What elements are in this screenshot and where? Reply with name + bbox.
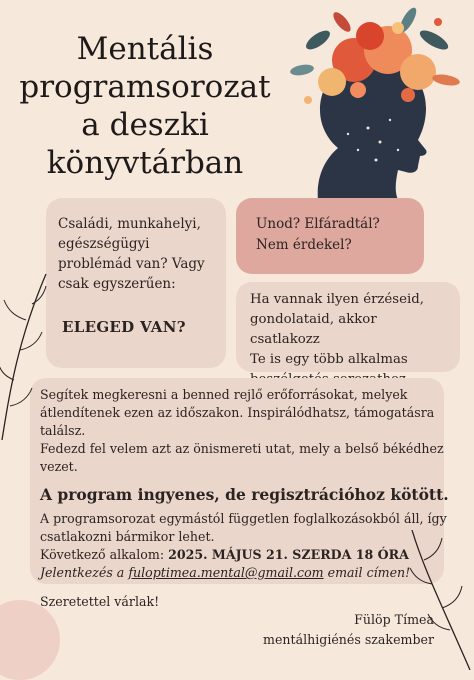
decorative-blob <box>0 600 60 680</box>
email-link[interactable]: fuloptimea.mental@gmail.com <box>128 565 324 580</box>
right-branch-icon <box>404 530 474 670</box>
signature-role: mentálhigiénés szakember <box>263 632 434 647</box>
invitation-box <box>236 282 460 372</box>
free-program-highlight: A program ingyenes, de regisztrációhoz kötött. <box>40 485 449 504</box>
question-line: Családi, munkahelyi, <box>58 216 201 232</box>
description-line: Fedezd fel velem azt az önismereti utat, mely a belső békédhez <box>40 441 444 456</box>
registration-suffix: email címen! <box>323 565 411 580</box>
description-line: találsz. <box>40 423 86 438</box>
description-line: Segítek megkeresni a benned rejlő erőforrásokat, melyek <box>40 387 408 402</box>
title-line: Mentális <box>76 31 214 67</box>
eleged-van-heading: ELEGED VAN? <box>62 318 186 336</box>
tired-question-box <box>236 198 424 274</box>
tired-line: Unod? Elfáradtál? <box>256 216 380 232</box>
registration-prefix: Jelentkezés a <box>40 565 129 580</box>
signoff: Szeretettel várlak! <box>40 594 160 609</box>
invitation-line: Te is egy több alkalmas <box>250 352 408 367</box>
question-line: problémád van? Vagy <box>58 256 205 272</box>
signature-name: Fülöp Tímea <box>354 612 434 627</box>
title-line: könyvtárban <box>46 145 244 181</box>
tired-line: Nem érdekel? <box>256 237 352 253</box>
title-line: a deszki <box>81 107 209 143</box>
program-details-box <box>30 378 449 584</box>
next-session-date: 2025. MÁJUS 21. SZERDA 18 ÓRA <box>168 547 409 562</box>
program-structure-line: csatlakozni bármikor lehet. <box>40 529 215 544</box>
title-line: programsorozat <box>19 69 271 105</box>
invitation-line: gondolataid, akkor csatlakozz <box>250 312 377 347</box>
question-line: csak egyszerűen: <box>58 276 176 292</box>
next-session <box>40 546 409 564</box>
question-line: egészségügyi <box>58 236 150 252</box>
poster-title <box>14 30 276 182</box>
invitation-line: Ha vannak ilyen érzéseid, <box>250 292 424 307</box>
program-structure-line: A programsorozat egymástól független foglalkozásokból áll, így <box>40 511 447 526</box>
left-branch-icon <box>0 270 50 440</box>
head-silhouette-flowers-illustration <box>258 0 474 200</box>
question-box <box>46 198 226 368</box>
registration-line <box>40 564 410 582</box>
next-session-label: Következő alkalom: <box>40 547 169 562</box>
description-line: vezet. <box>40 459 78 474</box>
description-line: átlendítenek ezen az időszakon. Inspirálódhatsz, támogatásra <box>40 405 435 420</box>
